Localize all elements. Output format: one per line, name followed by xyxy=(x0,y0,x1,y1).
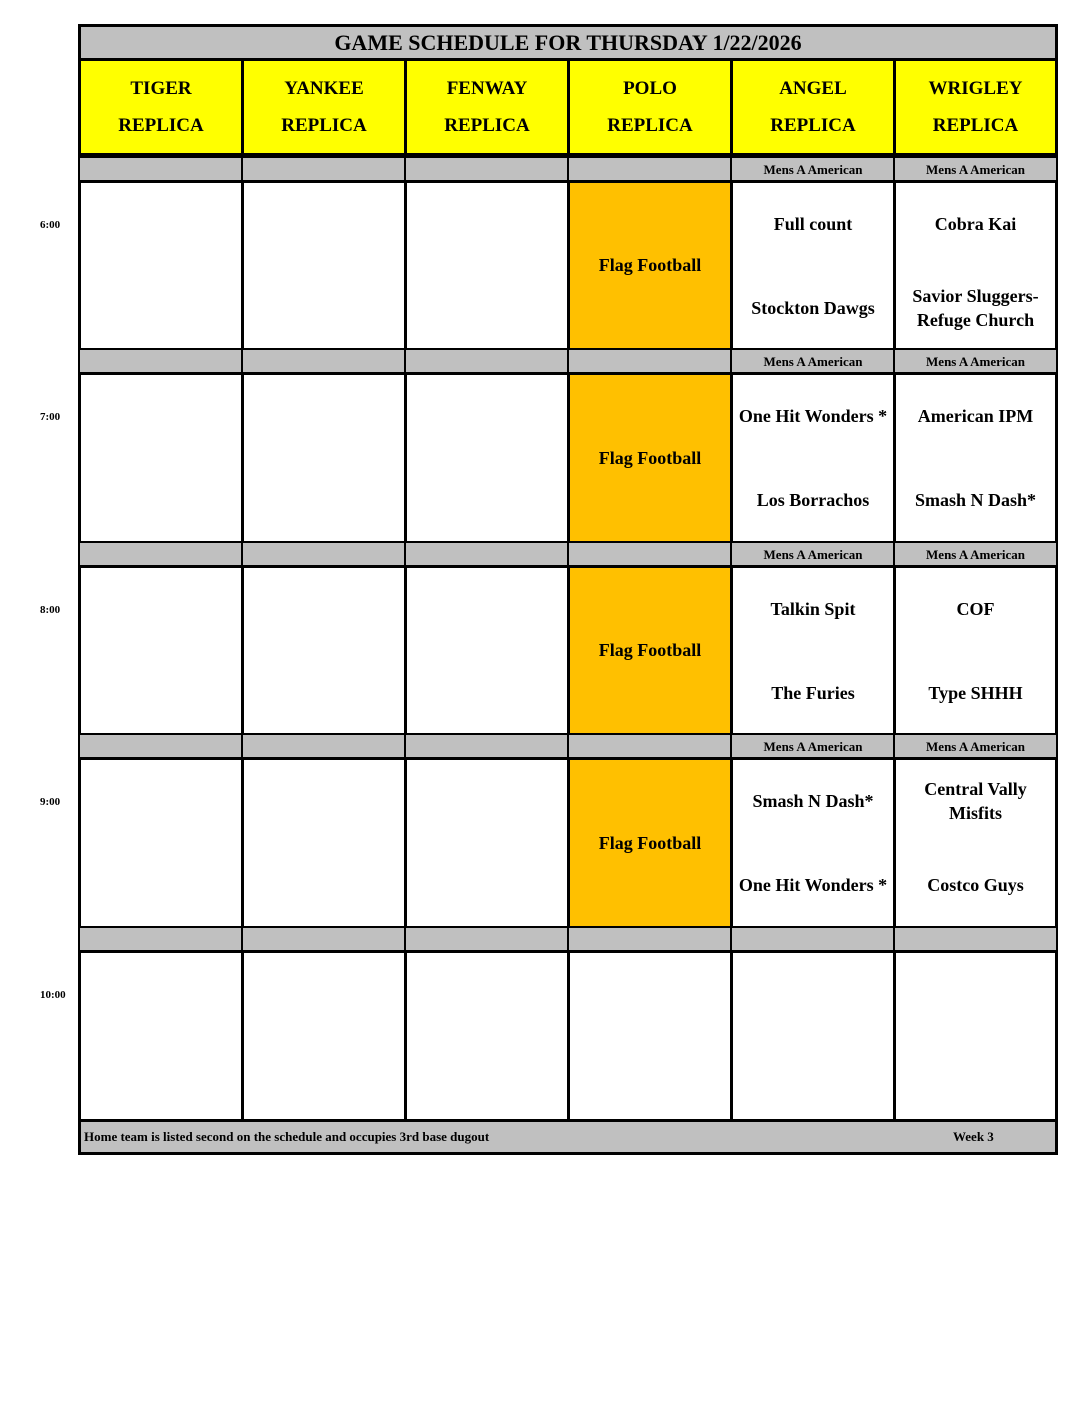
separator-row xyxy=(241,926,407,953)
division-label: Mens A American xyxy=(893,348,1058,375)
week-label: Week 3 xyxy=(953,1129,994,1144)
division-label: Mens A American xyxy=(730,348,896,375)
field-sub: REPLICA xyxy=(932,115,1019,136)
game-slot-wrigley xyxy=(893,757,1058,929)
flag-football-slot: Flag Football xyxy=(567,565,733,736)
separator-row xyxy=(404,926,570,953)
division-label: Mens A American xyxy=(730,541,896,568)
separator-row xyxy=(241,733,407,760)
game-slot-wrigley xyxy=(893,180,1058,351)
empty-slot xyxy=(78,372,244,544)
field-name: YANKEE xyxy=(284,78,364,99)
empty-slot xyxy=(78,757,244,929)
empty-slot xyxy=(241,180,407,351)
flag-football-slot: Flag Football xyxy=(567,757,733,929)
field-header-yankee xyxy=(241,58,407,156)
empty-slot xyxy=(241,757,407,929)
separator-row xyxy=(567,733,733,760)
empty-slot xyxy=(567,950,733,1122)
separator-row xyxy=(567,348,733,375)
page-title: GAME SCHEDULE FOR THURSDAY 1/22/2026 xyxy=(78,24,1058,61)
separator-row xyxy=(567,926,733,953)
division-label: Mens A American xyxy=(730,156,896,183)
field-name: ANGEL xyxy=(779,78,847,99)
game-slot-angel xyxy=(730,180,896,351)
separator-row xyxy=(78,926,244,953)
game-slot-wrigley xyxy=(893,372,1058,544)
away-team: Smash N Dash* xyxy=(752,791,874,811)
empty-slot xyxy=(78,565,244,736)
field-name: TIGER xyxy=(130,78,192,99)
empty-slot xyxy=(893,950,1058,1122)
separator-row xyxy=(78,541,244,568)
division-label: Mens A American xyxy=(893,733,1058,760)
game-slot-wrigley xyxy=(893,565,1058,736)
empty-slot xyxy=(404,565,570,736)
field-sub: REPLICA xyxy=(607,115,693,136)
time-label-9: 9:00 xyxy=(40,796,61,808)
empty-slot xyxy=(78,950,244,1122)
empty-slot xyxy=(241,950,407,1122)
field-header-wrigley xyxy=(893,58,1058,156)
division-label: Mens A American xyxy=(730,733,896,760)
division-label: Mens A American xyxy=(893,541,1058,568)
separator-row xyxy=(241,156,407,183)
field-header-tiger xyxy=(78,58,244,156)
field-name: FENWAY xyxy=(446,78,528,99)
time-label-8: 8:00 xyxy=(40,604,61,616)
footer-bar xyxy=(78,1119,1058,1155)
field-name: WRIGLEY xyxy=(928,78,1023,99)
empty-slot xyxy=(241,372,407,544)
field-header-polo xyxy=(567,58,733,156)
separator-row xyxy=(78,348,244,375)
time-label-6: 6:00 xyxy=(40,219,61,231)
empty-slot xyxy=(241,565,407,736)
separator-row xyxy=(567,541,733,568)
time-label-7: 7:00 xyxy=(40,411,61,423)
home-team: Type SHHH xyxy=(928,683,1023,703)
field-sub: REPLICA xyxy=(281,115,367,136)
field-sub: REPLICA xyxy=(444,115,530,136)
home-team: Costco Guys xyxy=(927,875,1024,895)
separator-row xyxy=(78,156,244,183)
away-team: One Hit Wonders * xyxy=(738,406,888,426)
game-slot-angel xyxy=(730,565,896,736)
field-sub: REPLICA xyxy=(118,115,204,136)
game-slot-angel xyxy=(730,372,896,544)
empty-slot xyxy=(404,950,570,1122)
home-team: Smash N Dash* xyxy=(914,490,1037,510)
separator-row xyxy=(404,156,570,183)
division-label: Mens A American xyxy=(893,156,1058,183)
flag-football-slot: Flag Football xyxy=(567,180,733,351)
home-team: Los Borrachos xyxy=(756,490,870,510)
flag-football-slot: Flag Football xyxy=(567,372,733,544)
separator-row xyxy=(404,348,570,375)
away-team: COF xyxy=(956,599,995,619)
empty-slot xyxy=(404,372,570,544)
empty-slot xyxy=(730,950,896,1122)
home-team: The Furies xyxy=(771,683,855,703)
home-team: Savior Sluggers- Refuge Church xyxy=(912,286,1039,330)
separator-row xyxy=(241,541,407,568)
away-team: Central Vally Misfits xyxy=(924,779,1027,823)
away-team: Cobra Kai xyxy=(934,214,1017,234)
home-team: Stockton Dawgs xyxy=(751,298,875,318)
empty-slot xyxy=(404,180,570,351)
away-team: Talkin Spit xyxy=(770,599,856,619)
time-label-10: 10:00 xyxy=(40,989,66,1001)
field-sub: REPLICA xyxy=(770,115,856,136)
game-slot-angel xyxy=(730,757,896,929)
separator-row xyxy=(893,926,1058,953)
field-header-angel xyxy=(730,58,896,156)
separator-row xyxy=(404,541,570,568)
separator-row xyxy=(567,156,733,183)
home-team: One Hit Wonders * xyxy=(738,875,888,895)
empty-slot xyxy=(78,180,244,351)
empty-slot xyxy=(404,757,570,929)
away-team: American IPM xyxy=(917,406,1034,426)
field-header-fenway xyxy=(404,58,570,156)
separator-row xyxy=(730,926,896,953)
away-team: Full count xyxy=(773,214,853,234)
separator-row xyxy=(78,733,244,760)
footer-note: Home team is listed second on the schedule and occupies 3rd base dugout xyxy=(84,1129,490,1144)
field-name: POLO xyxy=(623,78,677,99)
separator-row xyxy=(404,733,570,760)
separator-row xyxy=(241,348,407,375)
